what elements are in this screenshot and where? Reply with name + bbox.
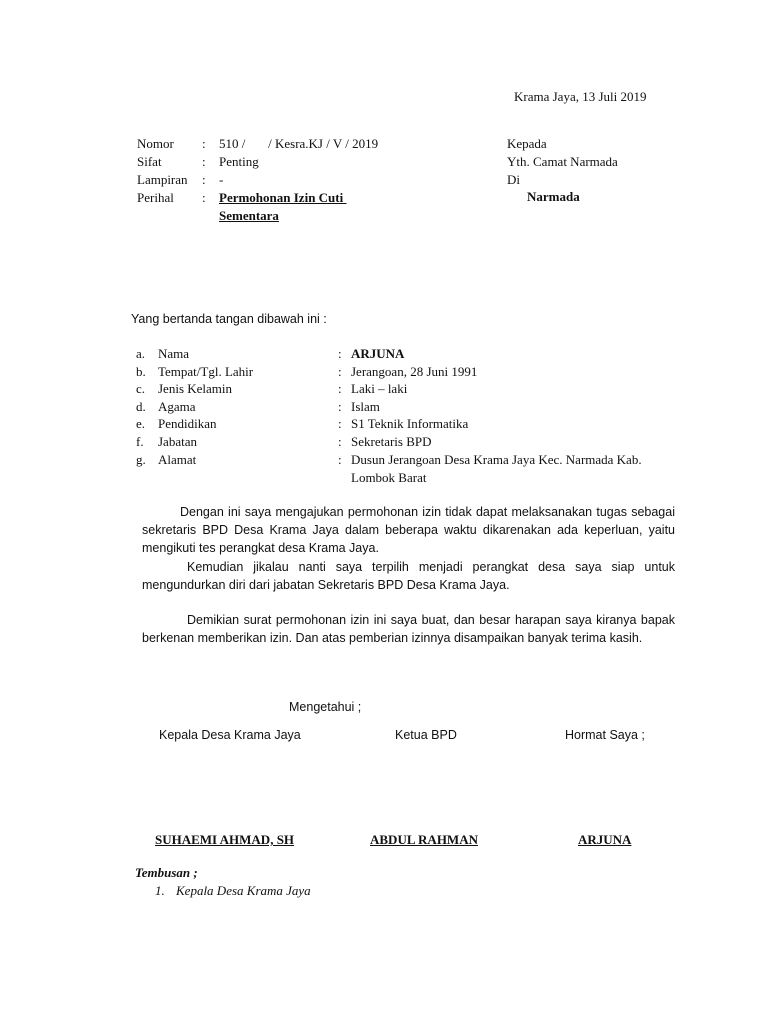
body-paragraph-3: Demikian surat permohonan izin ini saya buat, dan besar harapan saya kiranya bapak berkenan memberikan izin. Dan atas pemberian izinnya disampaikan banyak terima kasih. [142, 613, 675, 645]
identity-value: Islam [351, 399, 380, 414]
header-label-perihal: Perihal [137, 190, 174, 205]
identity-label: Nama [158, 346, 190, 361]
signature-name-bpd-head: ABDUL RAHMAN [370, 832, 478, 847]
signature-title-bpd-head: Ketua BPD [395, 728, 457, 742]
recipient-to: Kepada [507, 136, 547, 151]
identity-colon: : [338, 452, 342, 467]
identity-value: Jerangoan, 28 Juni 1991 [351, 364, 478, 379]
acknowledged-label: Mengetahui ; [289, 700, 362, 714]
identity-letter: d. [136, 399, 146, 414]
intro-text: Yang bertanda tangan dibawah ini : [131, 312, 327, 326]
body-paragraph-1: Dengan ini saya mengajukan permohonan izin tidak dapat melaksanakan tugas sebagai sekretaris BPD Desa Krama Jaya dalam beberapa waktu dikarenakan ada keperluan, yaitu mengikuti tes perangkat desa Krama Jaya. [142, 505, 675, 555]
header-colon: : [202, 190, 206, 205]
header-colon: : [202, 154, 206, 169]
identity-letter: b. [136, 364, 146, 379]
identity-letter: e. [136, 416, 146, 431]
identity-value: Laki – laki [351, 381, 408, 396]
identity-label: Pendidikan [158, 416, 217, 431]
signature-title-applicant: Hormat Saya ; [565, 728, 645, 742]
header-label-nomor: Nomor [137, 136, 174, 151]
cc-item-text: Kepala Desa Krama Jaya [176, 883, 311, 898]
header-value-sifat: Penting [219, 154, 259, 169]
identity-colon: : [338, 364, 342, 379]
identity-label: Jenis Kelamin [158, 381, 233, 396]
recipient-di: Di [507, 172, 520, 187]
signature-title-village-head: Kepala Desa Krama Jaya [159, 728, 301, 742]
signature-name-applicant: ARJUNA [578, 832, 632, 847]
recipient-place: Narmada [527, 189, 580, 204]
header-value-perihal-line1: Permohonan Izin Cuti [219, 190, 347, 205]
identity-label: Tempat/Tgl. Lahir [158, 364, 254, 379]
body-paragraph-2: Kemudian jikalau nanti saya terpilih menjadi perangkat desa saya siap untuk mengundurkan diri dari jabatan Sekretaris BPD Desa Krama Jaya. [142, 560, 675, 592]
identity-value-alamat-line1: Dusun Jerangoan Desa Krama Jaya Kec. Narmada Kab. [351, 452, 642, 467]
header-value-perihal-line2: Sementara [219, 208, 279, 223]
identity-value-alamat-line2: Lombok Barat [351, 470, 427, 485]
identity-label: Alamat [158, 452, 197, 467]
identity-letter: a. [136, 346, 146, 361]
header-value-nomor: 510 / / Kesra.KJ / V / 2019 [219, 136, 379, 151]
identity-value-nama: ARJUNA [351, 346, 405, 361]
header-label-lampiran: Lampiran [137, 172, 188, 187]
recipient-name: Yth. Camat Narmada [507, 154, 618, 169]
cc-item-number: 1. [155, 883, 165, 898]
header-colon: : [202, 136, 206, 151]
identity-colon: : [338, 434, 342, 449]
identity-value: Sekretaris BPD [351, 434, 432, 449]
identity-letter: c. [136, 381, 146, 396]
identity-label: Agama [158, 399, 196, 414]
cc-title: Tembusan ; [135, 865, 198, 880]
identity-letter: f. [136, 434, 144, 449]
identity-colon: : [338, 399, 342, 414]
signature-name-village-head: SUHAEMI AHMAD, SH [155, 832, 295, 847]
letter-date: Krama Jaya, 13 Juli 2019 [514, 89, 647, 104]
header-value-lampiran: - [219, 172, 224, 187]
identity-value: S1 Teknik Informatika [351, 416, 469, 431]
identity-label: Jabatan [158, 434, 197, 449]
header-label-sifat: Sifat [137, 154, 162, 169]
identity-colon: : [338, 346, 342, 361]
identity-letter: g. [136, 452, 146, 467]
identity-colon: : [338, 416, 342, 431]
identity-colon: : [338, 381, 342, 396]
header-colon: : [202, 172, 206, 187]
